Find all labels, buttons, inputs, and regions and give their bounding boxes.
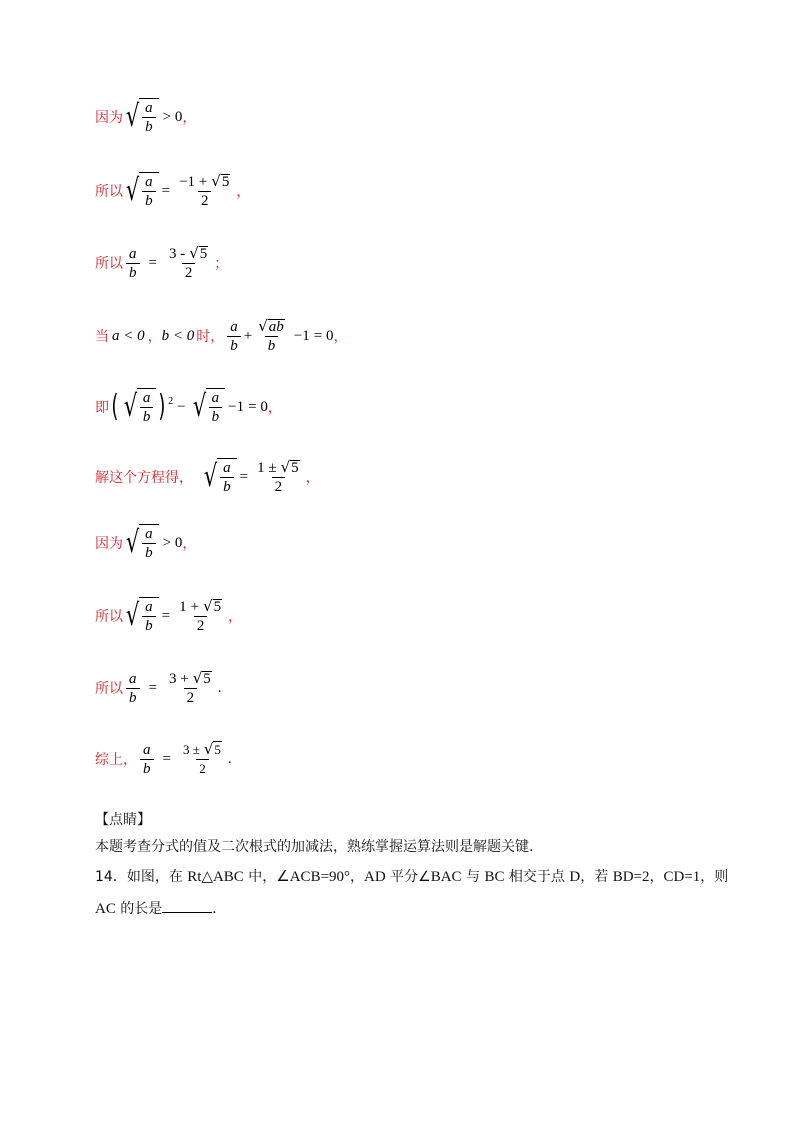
step-label: 所以 xyxy=(95,609,123,625)
punct: ； xyxy=(214,256,229,272)
inequality: > 0 xyxy=(162,108,183,125)
fraction: 3 - √ 5 2 xyxy=(168,244,208,281)
fraction: √ ab b xyxy=(258,317,284,354)
step-label: 因为 xyxy=(95,536,123,552)
step-2 xyxy=(95,172,250,210)
summary-text: 本题考查分式的值及二次根式的加减法，熟练掌握运算法则是解题关键. xyxy=(95,839,534,855)
punct: ， xyxy=(236,184,251,200)
step-8: 所以 √ $\frac{a}{b}$ = 1 + √ 5 2 ， xyxy=(95,597,243,634)
equals: = xyxy=(161,182,171,199)
step-label: 所以 xyxy=(95,184,123,200)
fraction: $\frac{a}{b}$ xyxy=(140,742,154,777)
condition-b: b < 0 xyxy=(161,327,195,344)
fraction: 1 ± √ 5 2 xyxy=(257,458,299,495)
problem-14-line1: 14．如图，在 Rt△ABC 中，∠ACB=90°，AD 平分∠BAC 与 BC 相交于点 D，若 BD=2，CD=1，则 xyxy=(95,869,729,885)
step-7: 因为 √ $\frac{a}{b}$ > 0 ， xyxy=(95,525,197,561)
step-3 xyxy=(95,245,228,281)
fraction: 1 + √ 5 2 xyxy=(179,597,222,634)
fraction: 3 + √ 5 2 xyxy=(168,669,211,706)
step-label: 所以 xyxy=(95,681,123,697)
step-label: 综上， xyxy=(95,752,137,768)
step-label: 当 xyxy=(95,329,109,345)
section-heading: 【点睛】 xyxy=(95,812,151,828)
equals: = xyxy=(148,254,157,271)
punct: ， xyxy=(182,110,197,126)
sqrt-fraction: √ $\frac{a}{b}$ xyxy=(121,388,157,426)
fraction: $\frac{a}{b}$ xyxy=(227,319,241,354)
step-6: 解这个方程得， √ $\frac{a}{b}$ = 1 ± √ 5 2 ， xyxy=(95,458,320,495)
step-label: 解这个方程得， xyxy=(95,470,193,486)
step-5: 即 ( √ $\frac{a}{b}$ ) 2 − √ $\frac{a}{b}$ −1 = 0 ， xyxy=(95,389,282,425)
sqrt-fraction: √ $\frac{a}{b}$ xyxy=(201,458,237,496)
sqrt-fraction: √ $\frac{a}{b}$ xyxy=(123,597,159,635)
sqrt-fraction: √ $\frac{a}{b}$ xyxy=(123,98,159,136)
sqrt-fraction: √ $\frac{a}{b}$ xyxy=(123,172,159,210)
step-10: 综上， $\frac{a}{b}$ = 3 ± √ 5 2 . xyxy=(95,740,232,777)
condition-a: a < 0 xyxy=(112,327,145,344)
step-1 xyxy=(95,98,196,136)
step-label: 所以 xyxy=(95,256,123,272)
step-4: 当 a < 0 ， b < 0 时， $\frac{a}{b}$ + √ ab b −1 = 0 ， xyxy=(95,317,348,354)
fraction: $\frac{a}{b}$ xyxy=(126,246,140,281)
step-label: 即 xyxy=(95,400,109,416)
step-label: 因为 xyxy=(95,110,123,126)
sqrt-fraction: √ $\frac{a}{b}$ xyxy=(190,388,226,426)
step-9: 所以 $\frac{a}{b}$ = 3 + √ 5 2 . xyxy=(95,669,222,706)
fraction: −1 + √ 5 2 xyxy=(179,172,230,209)
answer-blank[interactable] xyxy=(162,898,212,913)
fraction: 3 ± √ 5 2 xyxy=(182,740,221,776)
exponent: 2 xyxy=(168,396,174,407)
problem-14-line2: AC 的长是 ． xyxy=(95,898,226,918)
fraction: $\frac{a}{b}$ xyxy=(126,671,140,706)
sqrt-fraction: √ $\frac{a}{b}$ xyxy=(123,524,159,562)
